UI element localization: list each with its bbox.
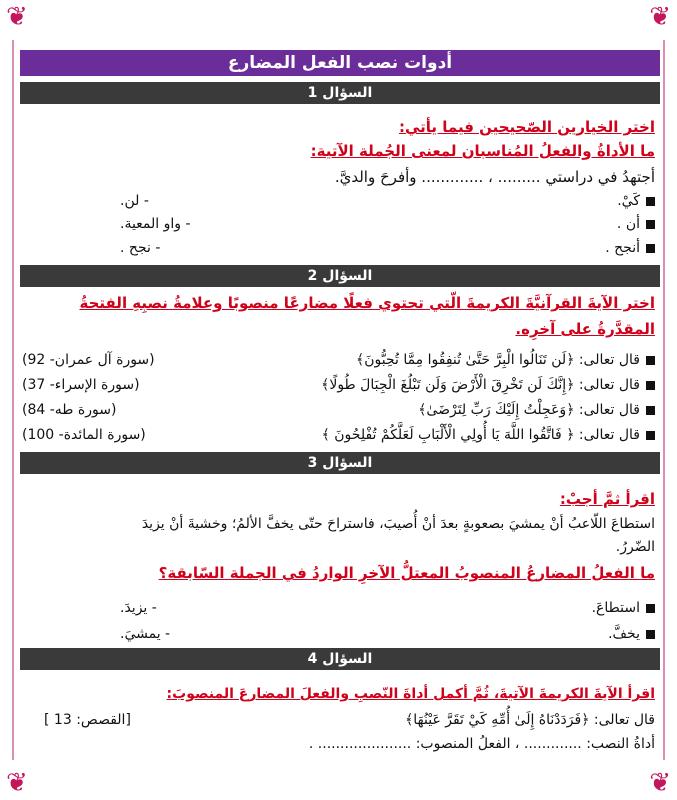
q1-option-3[interactable]: أنجح . xyxy=(605,240,655,256)
verse-reference: (سورة الإسراء- 37) xyxy=(22,377,140,393)
q1-option-5[interactable]: - واو المعية. xyxy=(120,216,191,232)
q2-option-3[interactable]: قال تعالى: ﴿وَعَجِلْتُ إِلَيْكَ رَبِّ لِتَرْضَىٰ﴾ (سورة طه- 84) xyxy=(22,402,655,424)
q3-option-2[interactable]: يخفَّ. xyxy=(608,626,655,642)
question-1-header: 1 السؤال xyxy=(20,82,660,104)
checkbox-icon xyxy=(646,406,655,415)
verse-reference: (سورة آل عمران- 92) xyxy=(22,352,155,368)
q1-instruction: اختر الخيارين الصّحيحين فيما يأتي: xyxy=(398,118,655,136)
q4-answer-blanks[interactable]: أداةُ النصب: ............. ، الفعلُ المنصوب: ..................... . xyxy=(308,736,655,752)
page-title: أدوات نصب الفعل المضارع xyxy=(20,50,660,76)
checkbox-icon xyxy=(646,356,655,365)
q1-option-6[interactable]: - نجح . xyxy=(120,240,161,256)
q2-option-2[interactable]: قال تعالى: ﴿إِنَّكَ لَن تَخْرِقَ الْأَرْضَ وَلَن تَبْلُغَ الْجِبَالَ طُولًا﴾ (سورة الإسراء- 37) xyxy=(22,377,655,399)
question-4-header: 4 السؤال xyxy=(20,648,660,670)
corner-ornament-top-left-icon: ❦ xyxy=(6,2,28,32)
q3-option-3[interactable]: - يزيدَ. xyxy=(120,600,157,616)
checkbox-icon xyxy=(646,381,655,390)
q2-option-4[interactable]: قال تعالى: ﴿ فَاتَّقُوا اللَّهَ يَا أُولِي الْأَلْبَابِ لَعَلَّكُمْ تُفْلِحُونَ ﴾ (سورة المائدة- 100) xyxy=(22,427,655,449)
q3-question: ما الفعلُ المضارعُ المنصوبُ المعتلُّ الآخرِ الواردُ في الجملة السّابقة؟ xyxy=(158,564,655,582)
question-2-header: 2 السؤال xyxy=(20,265,660,287)
checkbox-icon xyxy=(646,630,655,639)
verse-reference: (سورة المائدة- 100) xyxy=(22,427,146,443)
checkbox-icon xyxy=(646,604,655,613)
frame-right-line xyxy=(663,40,665,760)
q3-instruction: اقرأ ثمَّ أجبْ: xyxy=(559,490,655,508)
q1-option-4[interactable]: - لن. xyxy=(120,193,149,209)
q4-instruction: اقرأ الآيةَ الكريمةَ الآتيةَ، ثُمَّ أكمل أداةَ النّصبِ والفعلَ المضارعَ المنصوبَ: xyxy=(166,686,655,702)
frame-left-line xyxy=(12,40,14,760)
q3-passage-line-1: استطاعَ اللّاعبُ أنْ يمشيَ بصعوبةٍ بعدَ أنْ أُصيبَ، فاستراحَ حتّى يخفَّ الألمُ؛ وخشيةَ أنْ يزيدَ xyxy=(141,516,655,532)
corner-ornament-bottom-left-icon: ❦ xyxy=(6,768,28,798)
question-3-header: 3 السؤال xyxy=(20,452,660,474)
checkbox-icon xyxy=(646,244,655,253)
q2-option-1[interactable]: قال تعالى: ﴿لَن تَنَالُوا الْبِرَّ حَتَّىٰ تُنفِقُوا مِمَّا تُحِبُّونَ﴾ (سورة آل عمران- 92) xyxy=(22,352,655,374)
q1-sentence: أجتهدُ في دراستي ......... ، ............. وأفرحَ والديَّ. xyxy=(334,168,655,186)
q3-passage-line-2: الضّررُ. xyxy=(615,539,655,555)
q4-verse: قال تعالى: ﴿فَرَدَدْنَاهُ إِلَىٰ أُمِّهِ كَيْ تَقَرَّ عَيْنُهَا﴾ xyxy=(405,712,655,728)
checkbox-icon xyxy=(646,197,655,206)
checkbox-icon xyxy=(646,220,655,229)
q3-option-4[interactable]: - يمشيَ. xyxy=(120,626,171,642)
q3-option-1[interactable]: استطاعَ. xyxy=(592,600,655,616)
verse-reference: (سورة طه- 84) xyxy=(22,402,117,418)
corner-ornament-top-right-icon: ❦ xyxy=(649,2,671,32)
checkbox-icon xyxy=(646,431,655,440)
q1-option-1[interactable]: كَيْ. xyxy=(617,193,655,209)
corner-ornament-bottom-right-icon: ❦ xyxy=(649,768,671,798)
q4-verse-reference: [القصص: 13 ] xyxy=(44,712,131,728)
q1-subinstruction: ما الأداةُ والفعلُ المُناسبان لمعنى الجُملة الآتية: xyxy=(310,142,655,160)
q2-instruction: اختر الآيةَ القرآنيَّةَ الكريمةَ الّتي تحتوي فعلًا مضارعًا منصوبًا وعلامةُ نصبِهِ الفتحةُ المقدَّرةُ على آخرِه. xyxy=(79,294,655,338)
q1-option-2[interactable]: أن . xyxy=(617,216,655,232)
